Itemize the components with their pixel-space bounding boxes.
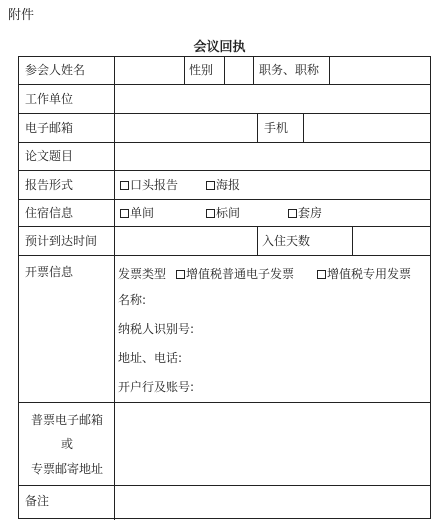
- gender-label: 性别: [189, 63, 214, 77]
- invoice-name-label: 名称:: [118, 293, 147, 307]
- checkbox-icon: [206, 209, 215, 218]
- cell-divider: [257, 113, 258, 142]
- position-label: 职务、职称: [259, 63, 320, 77]
- checkbox-icon: [288, 209, 297, 218]
- form-title: 会议回执: [193, 40, 246, 55]
- invoice-type-special[interactable]: 增值税专用发票: [317, 267, 411, 281]
- arrival-time-field[interactable]: [115, 227, 257, 255]
- checkbox-icon: [206, 181, 215, 190]
- email-label: 电子邮箱: [25, 121, 74, 135]
- position-field[interactable]: [330, 57, 430, 84]
- bank-account-label: 开户行及账号:: [118, 380, 195, 394]
- nights-field[interactable]: [353, 227, 430, 255]
- nights-label: 入住天数: [262, 234, 311, 248]
- employer-field[interactable]: [115, 85, 430, 113]
- report-option-oral[interactable]: 口头报告: [120, 178, 178, 192]
- checkbox-icon: [120, 209, 129, 218]
- name-field[interactable]: [115, 57, 184, 84]
- row-divider: [19, 255, 430, 256]
- email-field[interactable]: [115, 114, 257, 142]
- invoice-info-label: 开票信息: [25, 265, 74, 279]
- cell-divider: [257, 226, 258, 255]
- notes-field[interactable]: [115, 486, 430, 518]
- phone-label: 手机: [264, 121, 289, 135]
- attachment-label: 附件: [8, 8, 35, 23]
- cell-divider: [253, 57, 254, 84]
- address-phone-label: 地址、电话:: [118, 351, 183, 365]
- row-divider: [19, 170, 430, 171]
- row-divider: [19, 199, 430, 200]
- paper-title-label: 论文题目: [25, 149, 74, 163]
- lodging-option-single[interactable]: 单间: [120, 206, 154, 220]
- delivery-email-label: 普票电子邮箱: [30, 413, 103, 427]
- employer-label: 工作单位: [25, 92, 74, 106]
- delivery-field[interactable]: [115, 403, 430, 485]
- notes-label: 备注: [25, 494, 50, 508]
- lodging-option-suite[interactable]: 套房: [288, 206, 322, 220]
- report-option-poster[interactable]: 海报: [206, 178, 240, 192]
- paper-title-field[interactable]: [115, 143, 430, 170]
- gender-field[interactable]: [225, 57, 253, 84]
- arrival-time-label: 预计到达时间: [25, 234, 98, 248]
- phone-field[interactable]: [304, 114, 430, 142]
- cell-divider: [184, 57, 185, 84]
- checkbox-icon: [120, 181, 129, 190]
- lodging-label: 住宿信息: [25, 206, 74, 220]
- checkbox-icon: [317, 270, 326, 279]
- delivery-address-label: 专票邮寄地址: [30, 462, 103, 476]
- report-format-label: 报告形式: [25, 178, 74, 192]
- invoice-type-regular-electronic[interactable]: 增值税普通电子发票: [176, 267, 294, 281]
- checkbox-icon: [176, 270, 185, 279]
- registration-form: [18, 56, 431, 519]
- delivery-or-label: 或: [60, 437, 73, 451]
- lodging-option-standard[interactable]: 标间: [206, 206, 240, 220]
- name-label: 参会人姓名: [25, 63, 86, 77]
- taxpayer-id-label: 纳税人识别号:: [118, 322, 195, 336]
- invoice-type-label: 发票类型: [118, 267, 167, 281]
